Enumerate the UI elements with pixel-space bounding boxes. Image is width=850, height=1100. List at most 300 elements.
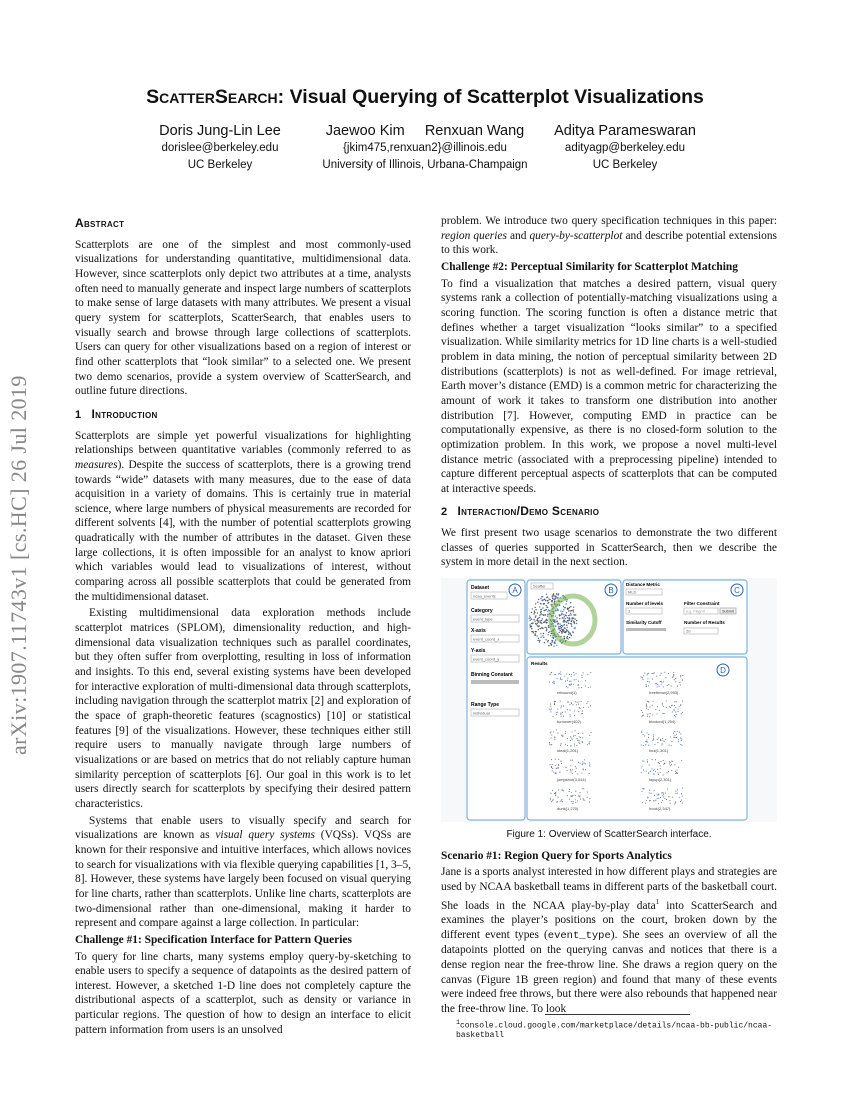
thumbnail-point	[582, 788, 583, 789]
thumbnail-point	[573, 672, 574, 673]
thumbnail-point	[667, 789, 668, 790]
thumbnail-point	[676, 714, 677, 715]
thumbnail-point	[648, 745, 649, 746]
canvas-point	[565, 615, 566, 616]
thumbnail-point	[657, 742, 658, 743]
thumbnail-point	[569, 674, 570, 675]
canvas-point	[542, 596, 543, 597]
thumbnail-point	[572, 773, 573, 774]
thumbnail-point	[674, 731, 675, 732]
dataset-label: Dataset	[471, 585, 490, 592]
thumbnail-point	[647, 742, 648, 743]
thumbnail-point	[648, 702, 649, 703]
canvas-point	[547, 616, 548, 617]
thumbnail-point	[647, 759, 648, 760]
thumbnail-point	[589, 741, 590, 742]
thumbnail-point	[570, 685, 571, 686]
thumbnail-point	[654, 672, 655, 673]
thumbnail-point	[664, 672, 665, 673]
canvas-point	[568, 610, 569, 611]
thumbnail-point	[571, 738, 572, 739]
thumbnail-point	[674, 709, 675, 710]
thumbnail-point	[662, 743, 663, 744]
thumbnail-point	[675, 801, 676, 802]
thumbnail-point	[647, 681, 648, 682]
canvas-point	[560, 630, 561, 631]
thumbnail-point	[660, 765, 661, 766]
thumbnail-point	[565, 733, 566, 734]
canvas-point	[546, 622, 547, 623]
thumbnail-point	[647, 716, 648, 717]
thumbnail-point	[549, 709, 550, 710]
thumbnail-point	[671, 705, 672, 706]
thumbnail-point	[555, 773, 556, 774]
thumbnail-point	[666, 772, 667, 773]
thumbnail-point	[647, 797, 648, 798]
thumbnail-point	[572, 704, 573, 705]
thumbnail-point	[581, 677, 582, 678]
thumbnail-point	[670, 803, 671, 804]
thumbnail-point	[668, 684, 669, 685]
author-name: Jaewoo Kim Renxuan Wang	[325, 123, 525, 139]
thumbnail-point	[571, 676, 572, 677]
thumbnail-point	[657, 798, 658, 799]
canvas-point	[533, 619, 534, 620]
thumbnail-point	[671, 745, 672, 746]
thumbnail-point	[666, 701, 667, 702]
canvas-point	[540, 637, 541, 638]
canvas-point	[564, 616, 565, 617]
thumbnail-point	[563, 790, 564, 791]
thumbnail-point	[646, 733, 647, 734]
thumbnail-point	[556, 730, 557, 731]
canvas-point	[571, 635, 572, 636]
thumbnail-point	[680, 733, 681, 734]
canvas-point	[541, 613, 542, 614]
canvas-point	[568, 623, 569, 624]
thumbnail-point	[641, 716, 642, 717]
thumbnail-point	[559, 772, 560, 773]
similarity-slider[interactable]	[626, 628, 666, 631]
thumbnail-label: rebound(1)	[557, 690, 577, 696]
thumbnail-point	[671, 761, 672, 762]
figure-caption: Figure 1: Overview of ScatterSearch interface.	[506, 829, 712, 841]
thumbnail-point	[678, 739, 679, 740]
thumbnail-point	[567, 687, 568, 688]
thumbnail-point	[645, 741, 646, 742]
thumbnail-point	[582, 741, 583, 742]
thumbnail-point	[561, 706, 562, 707]
canvas-point	[558, 609, 559, 610]
canvas-point	[546, 609, 547, 610]
thumbnail-point	[653, 734, 654, 735]
canvas-point	[537, 620, 538, 621]
thumbnail-point	[643, 770, 644, 771]
right-paragraph-0: problem. We introduce two query specification techniques in this paper: region queries and query-by-scatterplot and describe potential extensions to this work.	[441, 215, 777, 257]
canvas-point	[550, 604, 551, 605]
canvas-point	[539, 625, 540, 626]
thumbnail-point	[653, 738, 654, 739]
thumbnail-point	[554, 703, 555, 704]
thumbnail-point	[575, 766, 576, 767]
thumbnail-point	[646, 708, 647, 709]
thumbnail-point	[550, 732, 551, 733]
canvas-point	[561, 627, 562, 628]
thumbnail-point	[579, 707, 580, 708]
thumbnail-point	[657, 772, 658, 773]
thumbnail-point	[678, 709, 679, 710]
thumbnail-point	[549, 674, 550, 675]
canvas-point	[562, 617, 563, 618]
thumbnail-point	[642, 802, 643, 803]
thumbnail-label: blocked(1,254)	[649, 719, 676, 725]
thumbnail-point	[681, 713, 682, 714]
thumbnail-point	[662, 703, 663, 704]
thumbnail-point	[655, 683, 656, 684]
thumbnail-point	[673, 672, 674, 673]
thumbnail-point	[661, 740, 662, 741]
canvas-point	[540, 622, 541, 623]
canvas-point	[540, 628, 541, 629]
submit-label: Submit	[722, 609, 734, 614]
scattersearch-interface-figure	[441, 578, 777, 822]
thumbnail-point	[641, 768, 642, 769]
thumbnail-point	[558, 674, 559, 675]
thumbnail-point	[567, 678, 568, 679]
thumbnail-point	[566, 686, 567, 687]
thumbnail-point	[567, 738, 568, 739]
canvas-point	[571, 623, 572, 624]
thumbnail-point	[578, 704, 579, 705]
xaxis-label: X-axis	[471, 628, 486, 635]
thumbnail-point	[660, 797, 661, 798]
thumbnail-point	[657, 706, 658, 707]
thumbnail-point	[645, 803, 646, 804]
canvas-point	[534, 612, 535, 613]
section-2-heading: 2 Interaction/Demo Scenario	[441, 504, 600, 519]
canvas-point	[542, 628, 543, 629]
canvas-point	[570, 606, 571, 607]
canvas-point	[537, 640, 538, 641]
thumbnail-point	[643, 745, 644, 746]
thumbnail-point	[656, 683, 657, 684]
canvas-point	[551, 645, 552, 646]
thumbnail-point	[567, 795, 568, 796]
thumbnail-point	[659, 710, 660, 711]
thumbnail-point	[574, 735, 575, 736]
thumbnail-point	[676, 770, 677, 771]
thumbnail-point	[553, 772, 554, 773]
canvas-point	[537, 623, 538, 624]
canvas-point	[539, 606, 540, 607]
canvas-point	[566, 603, 567, 604]
canvas-point	[574, 627, 575, 628]
canvas-point	[531, 623, 532, 624]
thumbnail-point	[555, 759, 556, 760]
canvas-point	[573, 632, 574, 633]
thumbnail-point	[573, 736, 574, 737]
thumbnail-point	[656, 795, 657, 796]
thumbnail-point	[578, 702, 579, 703]
canvas-point	[543, 603, 544, 604]
thumbnail-point	[661, 673, 662, 674]
thumbnail-point	[565, 744, 566, 745]
thumbnail-point	[681, 738, 682, 739]
canvas-point	[534, 611, 535, 612]
thumbnail-point	[679, 797, 680, 798]
thumbnail-point	[590, 672, 591, 673]
thumbnail-point	[677, 773, 678, 774]
thumbnail-point	[646, 771, 647, 772]
thumbnail-label: hook(2,347)	[649, 806, 671, 812]
thumbnail-point	[655, 709, 656, 710]
canvas-point	[539, 641, 540, 642]
thumbnail-label: freethrow(2,993)	[649, 690, 679, 696]
canvas-point	[555, 619, 556, 620]
levels-input[interactable]	[626, 608, 662, 614]
thumbnail-point	[559, 673, 560, 674]
thumbnail-point	[649, 790, 650, 791]
thumbnail-point	[582, 713, 583, 714]
thumbnail-point	[550, 706, 551, 707]
canvas-point	[543, 622, 544, 623]
canvas-point	[573, 618, 574, 619]
thumbnail-point	[680, 685, 681, 686]
thumbnail-point	[560, 745, 561, 746]
canvas-point	[574, 619, 575, 620]
system-name: ScatterSearch	[146, 86, 278, 108]
panel-b-letter: B	[608, 586, 614, 596]
thumbnail-point	[554, 683, 555, 684]
canvas-point	[561, 632, 562, 633]
distance-metric-value: MLD	[628, 589, 637, 595]
thumbnail-point	[580, 763, 581, 764]
canvas-point	[567, 636, 568, 637]
canvas-point	[547, 596, 548, 597]
thumbnail-point	[681, 800, 682, 801]
canvas-point	[545, 639, 546, 640]
canvas-point	[544, 610, 545, 611]
thumbnail-point	[662, 792, 663, 793]
thumbnail-point	[584, 763, 585, 764]
thumbnail-label: turnover(402)	[557, 719, 582, 725]
canvas-point	[558, 626, 559, 627]
thumbnail-point	[561, 800, 562, 801]
canvas-point	[547, 641, 548, 642]
canvas-point	[559, 632, 560, 633]
thumbnail-point	[666, 799, 667, 800]
thumbnail-point	[675, 678, 676, 679]
section-2-text: We first present two usage scenarios to demonstrate the two different classes of queries supported in ScatterSearch, then we describe the system in more detail in the next section.	[441, 527, 777, 569]
canvas-point	[555, 598, 556, 599]
thumbnail-point	[665, 739, 666, 740]
canvas-point	[554, 620, 555, 621]
footnote-rule	[545, 1014, 690, 1015]
thumbnail-point	[666, 707, 667, 708]
thumbnail-point	[577, 702, 578, 703]
thumbnail-point	[680, 676, 681, 677]
thumbnail-point	[552, 682, 553, 683]
canvas-point	[543, 637, 544, 638]
canvas-point	[571, 626, 572, 627]
canvas-point	[564, 621, 565, 622]
canvas-point	[544, 627, 545, 628]
canvas-point	[531, 631, 532, 632]
thumbnail-point	[670, 737, 671, 738]
thumbnail-point	[574, 746, 575, 747]
canvas-point	[564, 624, 565, 625]
thumbnail-point	[566, 770, 567, 771]
thumbnail-point	[682, 788, 683, 789]
canvas-point	[535, 607, 536, 608]
thumbnail-point	[680, 744, 681, 745]
intro-paragraph-1: Scatterplots are simple yet powerful visualizations for highlighting relationships between quantitative variables (commonly referred to as measures). Despite the success of scatterplots, there is a growing trend towards “wide” datasets with many measures, due to the ease of data acquisition in a variety of domains. This is certainly true in material science, where large numbers of physical measurements are recorded for different solvents [4], with the number of potential scatterplots growing quadratically with the number of attributes in the dataset. Given these large collections, it is often impossible for an analyst to know apriori which variables would lead to visualizations of interest, without comparing across all possible scatterplots that could be generated from the multidimensional dataset.	[75, 429, 411, 603]
thumbnail-point	[555, 795, 556, 796]
challenge-1-text: To query for line charts, many systems employ query-by-sketching to enable users to specify a sequence of datapoints as the desired pattern of interest. However, a sketched 1-D line does not completely capture the distributional aspects of a scatterplot, such as density or variance in particular regions. The question of how to design an interface to elicit pattern information from users is an unsolved	[75, 950, 411, 1036]
thumbnail-point	[552, 768, 553, 769]
thumbnail-point	[570, 770, 571, 771]
canvas-point	[538, 618, 539, 619]
canvas-point	[566, 612, 567, 613]
thumbnail-point	[563, 706, 564, 707]
thumbnail-point	[583, 672, 584, 673]
thumbnail-point	[674, 735, 675, 736]
thumbnail-point	[560, 672, 561, 673]
thumbnail-point	[682, 803, 683, 804]
thumbnail-point	[579, 792, 580, 793]
thumbnail-point	[656, 714, 657, 715]
thumbnail-point	[664, 798, 665, 799]
thumbnail-point	[672, 797, 673, 798]
thumbnail-point	[555, 701, 556, 702]
thumbnail-point	[641, 772, 642, 773]
thumbnail-point	[675, 707, 676, 708]
thumbnail-point	[682, 675, 683, 676]
intro-paragraph-3: Systems that enable users to visually specify and search for visualizations are known as visual query systems (VQSs). VQSs are known for their responsive and intuitive interfaces, which allows novices to search for visualizations with via flexible querying capabilities [1, 3–5, 8]. However, these systems have largely been focused on visual querying for line charts, rather than scatterplots. Unlike line charts, scatterplots are two-dimensional rather than one-dimensional, making it harder to represent and compare against a large collection. In particular:	[75, 814, 412, 930]
canvas-point	[555, 596, 556, 597]
thumbnail-point	[578, 742, 579, 743]
thumbnail-point	[682, 796, 683, 797]
thumbnail-point	[664, 763, 665, 764]
canvas-point	[532, 608, 533, 609]
thumbnail-point	[556, 802, 557, 803]
thumbnail-point	[562, 790, 563, 791]
thumbnail-point	[550, 709, 551, 710]
canvas-point	[574, 623, 575, 624]
thumbnail-point	[647, 701, 648, 702]
canvas-point	[548, 625, 549, 626]
canvas-point	[558, 629, 559, 630]
thumbnail-point	[587, 674, 588, 675]
thumbnail-point	[584, 759, 585, 760]
canvas-point	[557, 621, 558, 622]
thumbnail-point	[589, 766, 590, 767]
canvas-point	[573, 607, 574, 608]
range-label: Range Type	[471, 702, 499, 709]
thumbnail-point	[658, 794, 659, 795]
thumbnail-point	[569, 681, 570, 682]
thumbnail-point	[550, 711, 551, 712]
canvas-point	[551, 596, 552, 597]
thumbnail-point	[649, 765, 650, 766]
thumbnail-point	[660, 739, 661, 740]
thumbnail-point	[565, 767, 566, 768]
thumbnail-point	[641, 731, 642, 732]
canvas-point	[546, 620, 547, 621]
canvas-point	[567, 617, 568, 618]
canvas-point	[542, 599, 543, 600]
thumbnail-point	[651, 673, 652, 674]
thumbnail-point	[587, 744, 588, 745]
thumbnail-point	[674, 715, 675, 716]
canvas-point	[560, 610, 561, 611]
thumbnail-point	[582, 763, 583, 764]
canvas-point	[552, 598, 553, 599]
thumbnail-point	[641, 710, 642, 711]
thumbnail-point	[675, 712, 676, 713]
thumbnail-point	[677, 793, 678, 794]
thumbnail-point	[561, 735, 562, 736]
thumbnail-point	[661, 792, 662, 793]
thumbnail-point	[590, 732, 591, 733]
thumbnail-point	[585, 769, 586, 770]
canvas-point	[537, 612, 538, 613]
thumbnail-point	[671, 686, 672, 687]
thumbnail-point	[660, 768, 661, 769]
thumbnail-point	[661, 681, 662, 682]
thumbnail-point	[579, 795, 580, 796]
canvas-point	[555, 639, 556, 640]
thumbnail-point	[663, 775, 664, 776]
author-block-1	[130, 122, 310, 174]
thumbnail-point	[587, 701, 588, 702]
thumbnail-point	[643, 675, 644, 676]
canvas-point	[569, 614, 570, 615]
thumbnail-point	[575, 701, 576, 702]
canvas-point	[547, 611, 548, 612]
thumbnail-point	[660, 761, 661, 762]
thumbnail-point	[569, 799, 570, 800]
thumbnail-point	[582, 711, 583, 712]
canvas-point	[551, 642, 552, 643]
thumbnail-point	[578, 681, 579, 682]
canvas-point	[540, 598, 541, 599]
thumbnail-point	[652, 714, 653, 715]
thumbnail-point	[680, 801, 681, 802]
canvas-point	[531, 628, 532, 629]
panel-d-letter: D	[720, 666, 726, 676]
canvas-point	[546, 627, 547, 628]
canvas-point	[549, 631, 550, 632]
panel-d	[527, 657, 747, 820]
canvas-point	[572, 617, 573, 618]
thumbnail-point	[572, 769, 573, 770]
thumbnail-point	[665, 677, 666, 678]
thumbnail-point	[674, 710, 675, 711]
thumbnail-point	[642, 677, 643, 678]
canvas-point	[541, 620, 542, 621]
author-block-3	[530, 122, 720, 174]
thumbnail-point	[582, 761, 583, 762]
thumbnail-point	[661, 745, 662, 746]
thumbnail-point	[676, 701, 677, 702]
thumbnail-point	[658, 762, 659, 763]
thumbnail-point	[574, 715, 575, 716]
thumbnail-point	[653, 701, 654, 702]
binning-slider[interactable]	[471, 680, 519, 684]
thumbnail-point	[669, 706, 670, 707]
thumbnail-point	[653, 739, 654, 740]
